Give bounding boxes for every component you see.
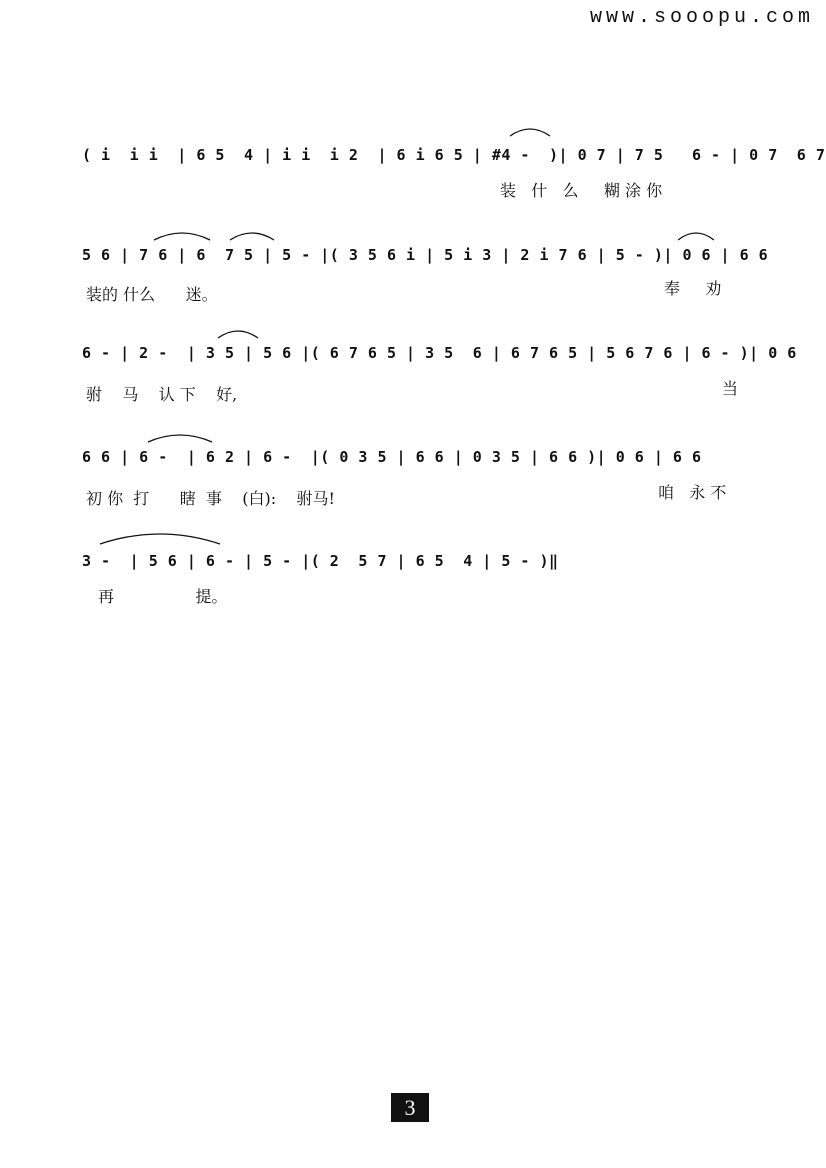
notation-text: 6 6 | 6 - | 6 2 | 6 - |( 0 3 5 | 6 6 | 0 3 5 | 6 6 )| 0 6 | 6 6 (82, 448, 702, 466)
notation-row (82, 240, 769, 270)
lyrics-text: 再 提。 (98, 587, 228, 606)
notation-row (82, 546, 754, 576)
slur-mark (146, 430, 214, 444)
page-number: 3 (391, 1093, 429, 1122)
lyrics-text: 当 (722, 379, 739, 398)
slur-mark (676, 228, 716, 242)
lyrics-text: 装的 什么 迷。 (86, 285, 218, 304)
notation-text: 5 6 | 7 6 | 6 7 5 | 5 - |( 3 5 6 i | 5 i 3 | 2 i 7 6 | 5 - )| 0 6 | 6 6 (82, 246, 769, 264)
lyrics-text: 装 什 么 糊 涂 你 (500, 181, 663, 200)
slur-mark (228, 228, 276, 242)
slur-mark (98, 528, 222, 546)
lyrics-text: 驸 马 认 下 好, (86, 385, 238, 404)
notation-text: 6 - | 2 - | 3 5 | 5 6 |( 6 7 6 5 | 3 5 6 | 6 7 6 5 | 5 6 7 6 | 6 - )| 0 6 (82, 344, 797, 362)
lyrics-text: 初 你 打 瞎 事 (白): 驸马! (86, 489, 335, 508)
slur-mark (152, 228, 212, 242)
notation-row (82, 338, 797, 368)
notation-row (82, 442, 754, 472)
notation-row (82, 140, 826, 170)
notation-text: 3 - | 5 6 | 6 - | 5 - |( 2 5 7 | 6 5 4 | 5 - )‖ (82, 552, 559, 570)
lyrics-text: 奉 劝 (664, 279, 722, 298)
lyrics-text: 咱 永 不 (658, 483, 727, 502)
site-watermark: www.sooopu.com (589, 6, 814, 29)
notation-text: ( i i i | 6 5 4 | i i i 2 | 6 i 6 5 | #4 - )| 0 7 | 7 5 6 - | 0 7 6 7 (82, 146, 826, 164)
slur-mark (508, 124, 552, 138)
slur-mark (216, 326, 260, 340)
